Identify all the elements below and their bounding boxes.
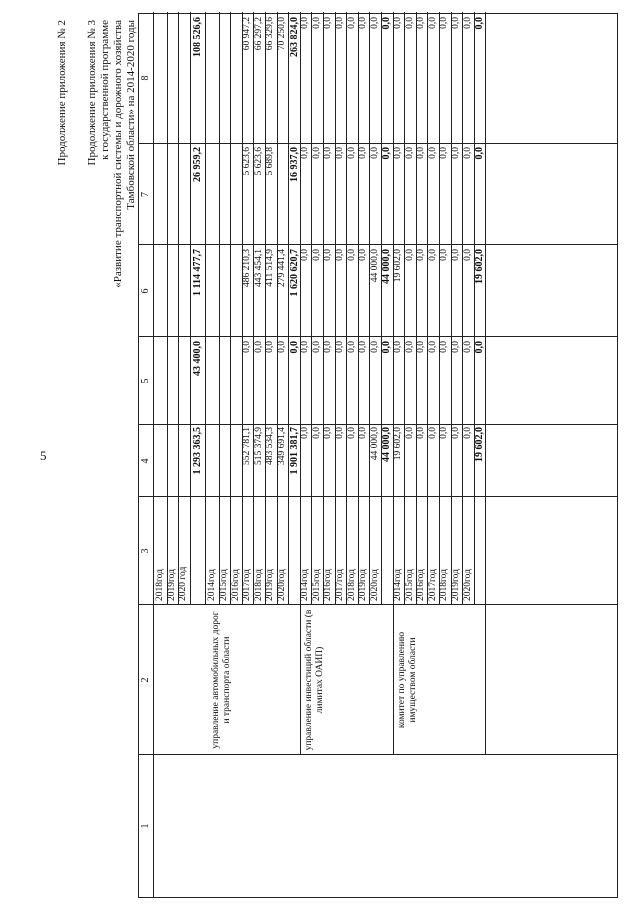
value-cell: 0,0 bbox=[358, 427, 369, 439]
value-cell: 0,0 bbox=[346, 341, 357, 353]
value-cell: 0,0 bbox=[451, 147, 461, 159]
value-cell bbox=[219, 249, 230, 335]
value-cell: 0,0 bbox=[335, 341, 345, 353]
column-number: 5 bbox=[140, 378, 151, 384]
value-cell: 0,0 bbox=[369, 17, 380, 29]
value-cell: 0,0 bbox=[323, 147, 334, 159]
value-cell: 411 514,9 bbox=[265, 249, 276, 287]
value-cell: 0,0 bbox=[346, 427, 357, 439]
value-cell bbox=[207, 249, 218, 335]
year-cell: 2015год bbox=[311, 569, 322, 601]
value-cell: 0,0 bbox=[311, 147, 322, 159]
value-cell: 0,0 bbox=[346, 249, 357, 261]
value-cell: 66 329,6 bbox=[265, 17, 276, 51]
value-cell: 0,0 bbox=[427, 249, 438, 261]
value-cell: 0,0 bbox=[427, 341, 438, 353]
value-cell: 483 534,3 bbox=[265, 427, 276, 465]
value-cell: 0,0 bbox=[474, 17, 486, 30]
row-divider bbox=[190, 12, 191, 605]
value-cell: 44 000,0 bbox=[369, 249, 380, 283]
value-cell: 0,0 bbox=[427, 427, 438, 439]
year-cell: 2016год bbox=[323, 569, 334, 601]
value-cell: 43 400,0 bbox=[191, 341, 203, 376]
column-number: 1 bbox=[140, 823, 151, 829]
year-cell: 2016год bbox=[230, 569, 241, 601]
column-divider bbox=[139, 496, 617, 497]
value-cell: 0,0 bbox=[381, 17, 393, 30]
column-number: 6 bbox=[140, 288, 151, 294]
value-cell: 0,0 bbox=[323, 427, 334, 439]
value-cell: 0,0 bbox=[439, 147, 450, 159]
value-cell bbox=[231, 17, 242, 141]
value-cell: 0,0 bbox=[416, 341, 427, 353]
value-cell: 349 691,4 bbox=[277, 427, 287, 465]
program-header-line-4: Тамбовской области» на 2014-2020 годы bbox=[125, 20, 137, 210]
value-cell: 1 114 477,7 bbox=[191, 249, 203, 296]
value-cell: 0,0 bbox=[300, 17, 311, 29]
value-cell: 0,0 bbox=[451, 249, 461, 261]
value-cell: 0,0 bbox=[462, 427, 473, 439]
value-cell: 19 602,0 bbox=[393, 249, 403, 283]
year-cell: 2018год bbox=[253, 569, 264, 601]
value-cell: 0,0 bbox=[381, 147, 393, 160]
value-cell: 5 623,6 bbox=[253, 147, 264, 176]
value-cell bbox=[207, 341, 218, 423]
value-cell: 0,0 bbox=[369, 341, 380, 353]
value-cell: 0,0 bbox=[300, 249, 311, 261]
value-cell: 0,0 bbox=[300, 341, 311, 353]
year-cell: 2016год bbox=[416, 569, 427, 601]
value-cell: 66 297,2 bbox=[253, 17, 264, 51]
value-cell bbox=[231, 427, 242, 495]
value-cell: 0,0 bbox=[311, 17, 322, 29]
year-cell: 2017год bbox=[242, 569, 253, 601]
column-divider bbox=[139, 604, 617, 605]
column-divider bbox=[139, 336, 617, 337]
value-cell: 60 947,2 bbox=[242, 17, 253, 51]
value-cell bbox=[231, 249, 242, 335]
header-divider bbox=[153, 12, 154, 897]
value-cell: 0,0 bbox=[335, 17, 345, 29]
value-cell: 0,0 bbox=[358, 147, 369, 159]
value-cell: 0,0 bbox=[439, 17, 450, 29]
value-cell: 0,0 bbox=[462, 147, 473, 159]
year-cell: 2014год bbox=[300, 569, 311, 601]
value-cell: 0,0 bbox=[439, 341, 450, 353]
value-cell: 44 000,0 bbox=[369, 427, 380, 461]
value-cell: 443 454,1 bbox=[253, 249, 264, 287]
value-cell: 0,0 bbox=[242, 341, 253, 353]
executor-label: управление автомобильных дорог и транспорта области bbox=[211, 611, 233, 749]
value-cell: 70 250,0 bbox=[277, 17, 287, 51]
value-cell: 0,0 bbox=[439, 427, 450, 439]
value-cell: 19 602,0 bbox=[393, 427, 403, 461]
value-cell: 0,0 bbox=[416, 249, 427, 261]
year-cell: 2020год bbox=[369, 569, 380, 601]
value-cell: 0,0 bbox=[393, 17, 403, 29]
year-cell: 2020год bbox=[462, 569, 473, 601]
value-cell: 0,0 bbox=[404, 249, 415, 261]
column-divider bbox=[139, 244, 617, 245]
value-cell: 0,0 bbox=[427, 147, 438, 159]
value-cell: 0,0 bbox=[474, 341, 486, 354]
value-cell: 26 959,2 bbox=[191, 147, 203, 182]
year-cell: 2019год bbox=[265, 569, 276, 601]
value-cell: 0,0 bbox=[404, 17, 415, 29]
value-cell: 1 293 363,5 bbox=[191, 427, 203, 475]
value-cell: 0,0 bbox=[358, 17, 369, 29]
value-cell: 0,0 bbox=[346, 147, 357, 159]
appendix-title: Продолжение приложения № 2 bbox=[56, 20, 68, 166]
year-cell: 2017год bbox=[335, 569, 345, 601]
year-cell: 2015год bbox=[404, 569, 415, 601]
value-cell: 0,0 bbox=[288, 341, 300, 354]
value-cell: 0,0 bbox=[462, 341, 473, 353]
value-cell: 0,0 bbox=[462, 249, 473, 261]
year-cell: 2018год bbox=[155, 569, 165, 601]
column-number: 7 bbox=[140, 192, 151, 197]
value-cell: 0,0 bbox=[311, 249, 322, 261]
year-cell: 2019год bbox=[358, 569, 369, 601]
value-cell: 1 620 620,7 bbox=[288, 249, 300, 297]
year-cell: 2018год bbox=[346, 569, 357, 601]
page-number: 5 bbox=[40, 448, 47, 463]
value-cell: 0,0 bbox=[451, 17, 461, 29]
value-cell: 0,0 bbox=[393, 341, 403, 353]
value-cell: 0,0 bbox=[335, 427, 345, 439]
year-cell: 2018год bbox=[439, 569, 450, 601]
value-cell bbox=[277, 147, 288, 243]
value-cell: 0,0 bbox=[311, 427, 322, 439]
value-cell: 486 210,3 bbox=[242, 249, 253, 287]
year-cell: 2020 год bbox=[178, 566, 189, 601]
value-cell: 5 623,6 bbox=[242, 147, 253, 176]
value-cell bbox=[219, 341, 230, 423]
year-cell: 2014год bbox=[207, 569, 218, 601]
value-cell: 0,0 bbox=[439, 249, 450, 261]
value-cell: 0,0 bbox=[253, 341, 264, 353]
value-cell bbox=[231, 147, 242, 243]
value-cell bbox=[207, 147, 218, 243]
value-cell: 0,0 bbox=[381, 341, 393, 354]
value-cell: 0,0 bbox=[335, 147, 345, 159]
program-header-line-2: к государственной программе bbox=[99, 20, 111, 160]
value-cell: 0,0 bbox=[358, 249, 369, 261]
value-cell: 44 000,0 bbox=[381, 249, 393, 284]
program-header-line-1: Продолжение приложения № 3 bbox=[86, 20, 98, 166]
value-cell: 5 689,8 bbox=[265, 147, 276, 176]
year-cell: 2020год bbox=[277, 569, 287, 601]
year-cell: 2015год bbox=[219, 569, 229, 601]
column-divider bbox=[139, 424, 617, 425]
value-cell: 0,0 bbox=[451, 427, 461, 439]
value-cell bbox=[219, 17, 230, 141]
value-cell: 0,0 bbox=[404, 341, 415, 353]
value-cell: 0,0 bbox=[265, 341, 276, 353]
year-cell: 2017год bbox=[427, 569, 438, 601]
value-cell: 0,0 bbox=[323, 341, 334, 353]
value-cell: 552 781,1 bbox=[242, 427, 253, 465]
value-cell: 279 441,4 bbox=[277, 249, 287, 287]
value-cell: 108 526,6 bbox=[191, 17, 203, 57]
value-cell: 19 602,0 bbox=[474, 249, 486, 284]
executor-label: комитет по управлению имуществом области bbox=[397, 631, 418, 729]
value-cell: 44 000,0 bbox=[381, 427, 393, 462]
value-cell: 0,0 bbox=[323, 249, 334, 261]
value-cell: 0,0 bbox=[427, 17, 438, 29]
year-cell: 2014год bbox=[393, 569, 403, 601]
value-cell: 0,0 bbox=[404, 147, 415, 159]
value-cell: 0,0 bbox=[300, 147, 311, 159]
row-divider bbox=[485, 12, 486, 755]
value-cell: 0,0 bbox=[323, 17, 334, 29]
value-cell: 0,0 bbox=[416, 427, 427, 439]
value-cell: 16 937,0 bbox=[288, 147, 300, 182]
value-cell: 263 824,0 bbox=[288, 17, 300, 57]
column-divider bbox=[139, 143, 617, 144]
year-cell: 2019год bbox=[166, 569, 177, 601]
year-cell: 2019год bbox=[451, 569, 461, 601]
column-divider bbox=[139, 754, 617, 755]
value-cell: 0,0 bbox=[393, 147, 403, 159]
value-cell: 0,0 bbox=[451, 341, 461, 353]
value-cell: 0,0 bbox=[346, 17, 357, 29]
value-cell bbox=[207, 17, 218, 141]
value-cell: 0,0 bbox=[300, 427, 311, 439]
value-cell: 515 374,9 bbox=[253, 427, 264, 465]
value-cell: 0,0 bbox=[416, 17, 427, 29]
column-number: 3 bbox=[140, 548, 151, 554]
value-cell: 0,0 bbox=[404, 427, 415, 439]
value-cell bbox=[207, 427, 218, 495]
value-cell: 0,0 bbox=[335, 249, 345, 261]
program-header-line-3: «Развитие транспортной системы и дорожного хозяйства bbox=[112, 20, 124, 288]
value-cell bbox=[219, 147, 230, 243]
value-cell: 0,0 bbox=[416, 147, 427, 159]
value-cell: 0,0 bbox=[474, 147, 486, 160]
value-cell: 0,0 bbox=[277, 341, 287, 353]
executor-label: управление инвестиций области (в лимитах ОАИП) bbox=[304, 609, 326, 751]
value-cell: 0,0 bbox=[462, 17, 473, 29]
value-cell: 0,0 bbox=[369, 147, 380, 159]
column-number: 8 bbox=[140, 75, 151, 81]
financing-table bbox=[138, 13, 618, 898]
column-number: 2 bbox=[140, 677, 151, 683]
row-divider bbox=[205, 12, 206, 605]
value-cell bbox=[231, 341, 242, 423]
value-cell: 19 602,0 bbox=[474, 427, 486, 462]
value-cell: 1 901 381,7 bbox=[288, 427, 300, 475]
value-cell: 0,0 bbox=[358, 341, 369, 353]
value-cell: 0,0 bbox=[311, 341, 322, 353]
value-cell bbox=[219, 427, 230, 495]
column-number: 4 bbox=[140, 458, 151, 464]
